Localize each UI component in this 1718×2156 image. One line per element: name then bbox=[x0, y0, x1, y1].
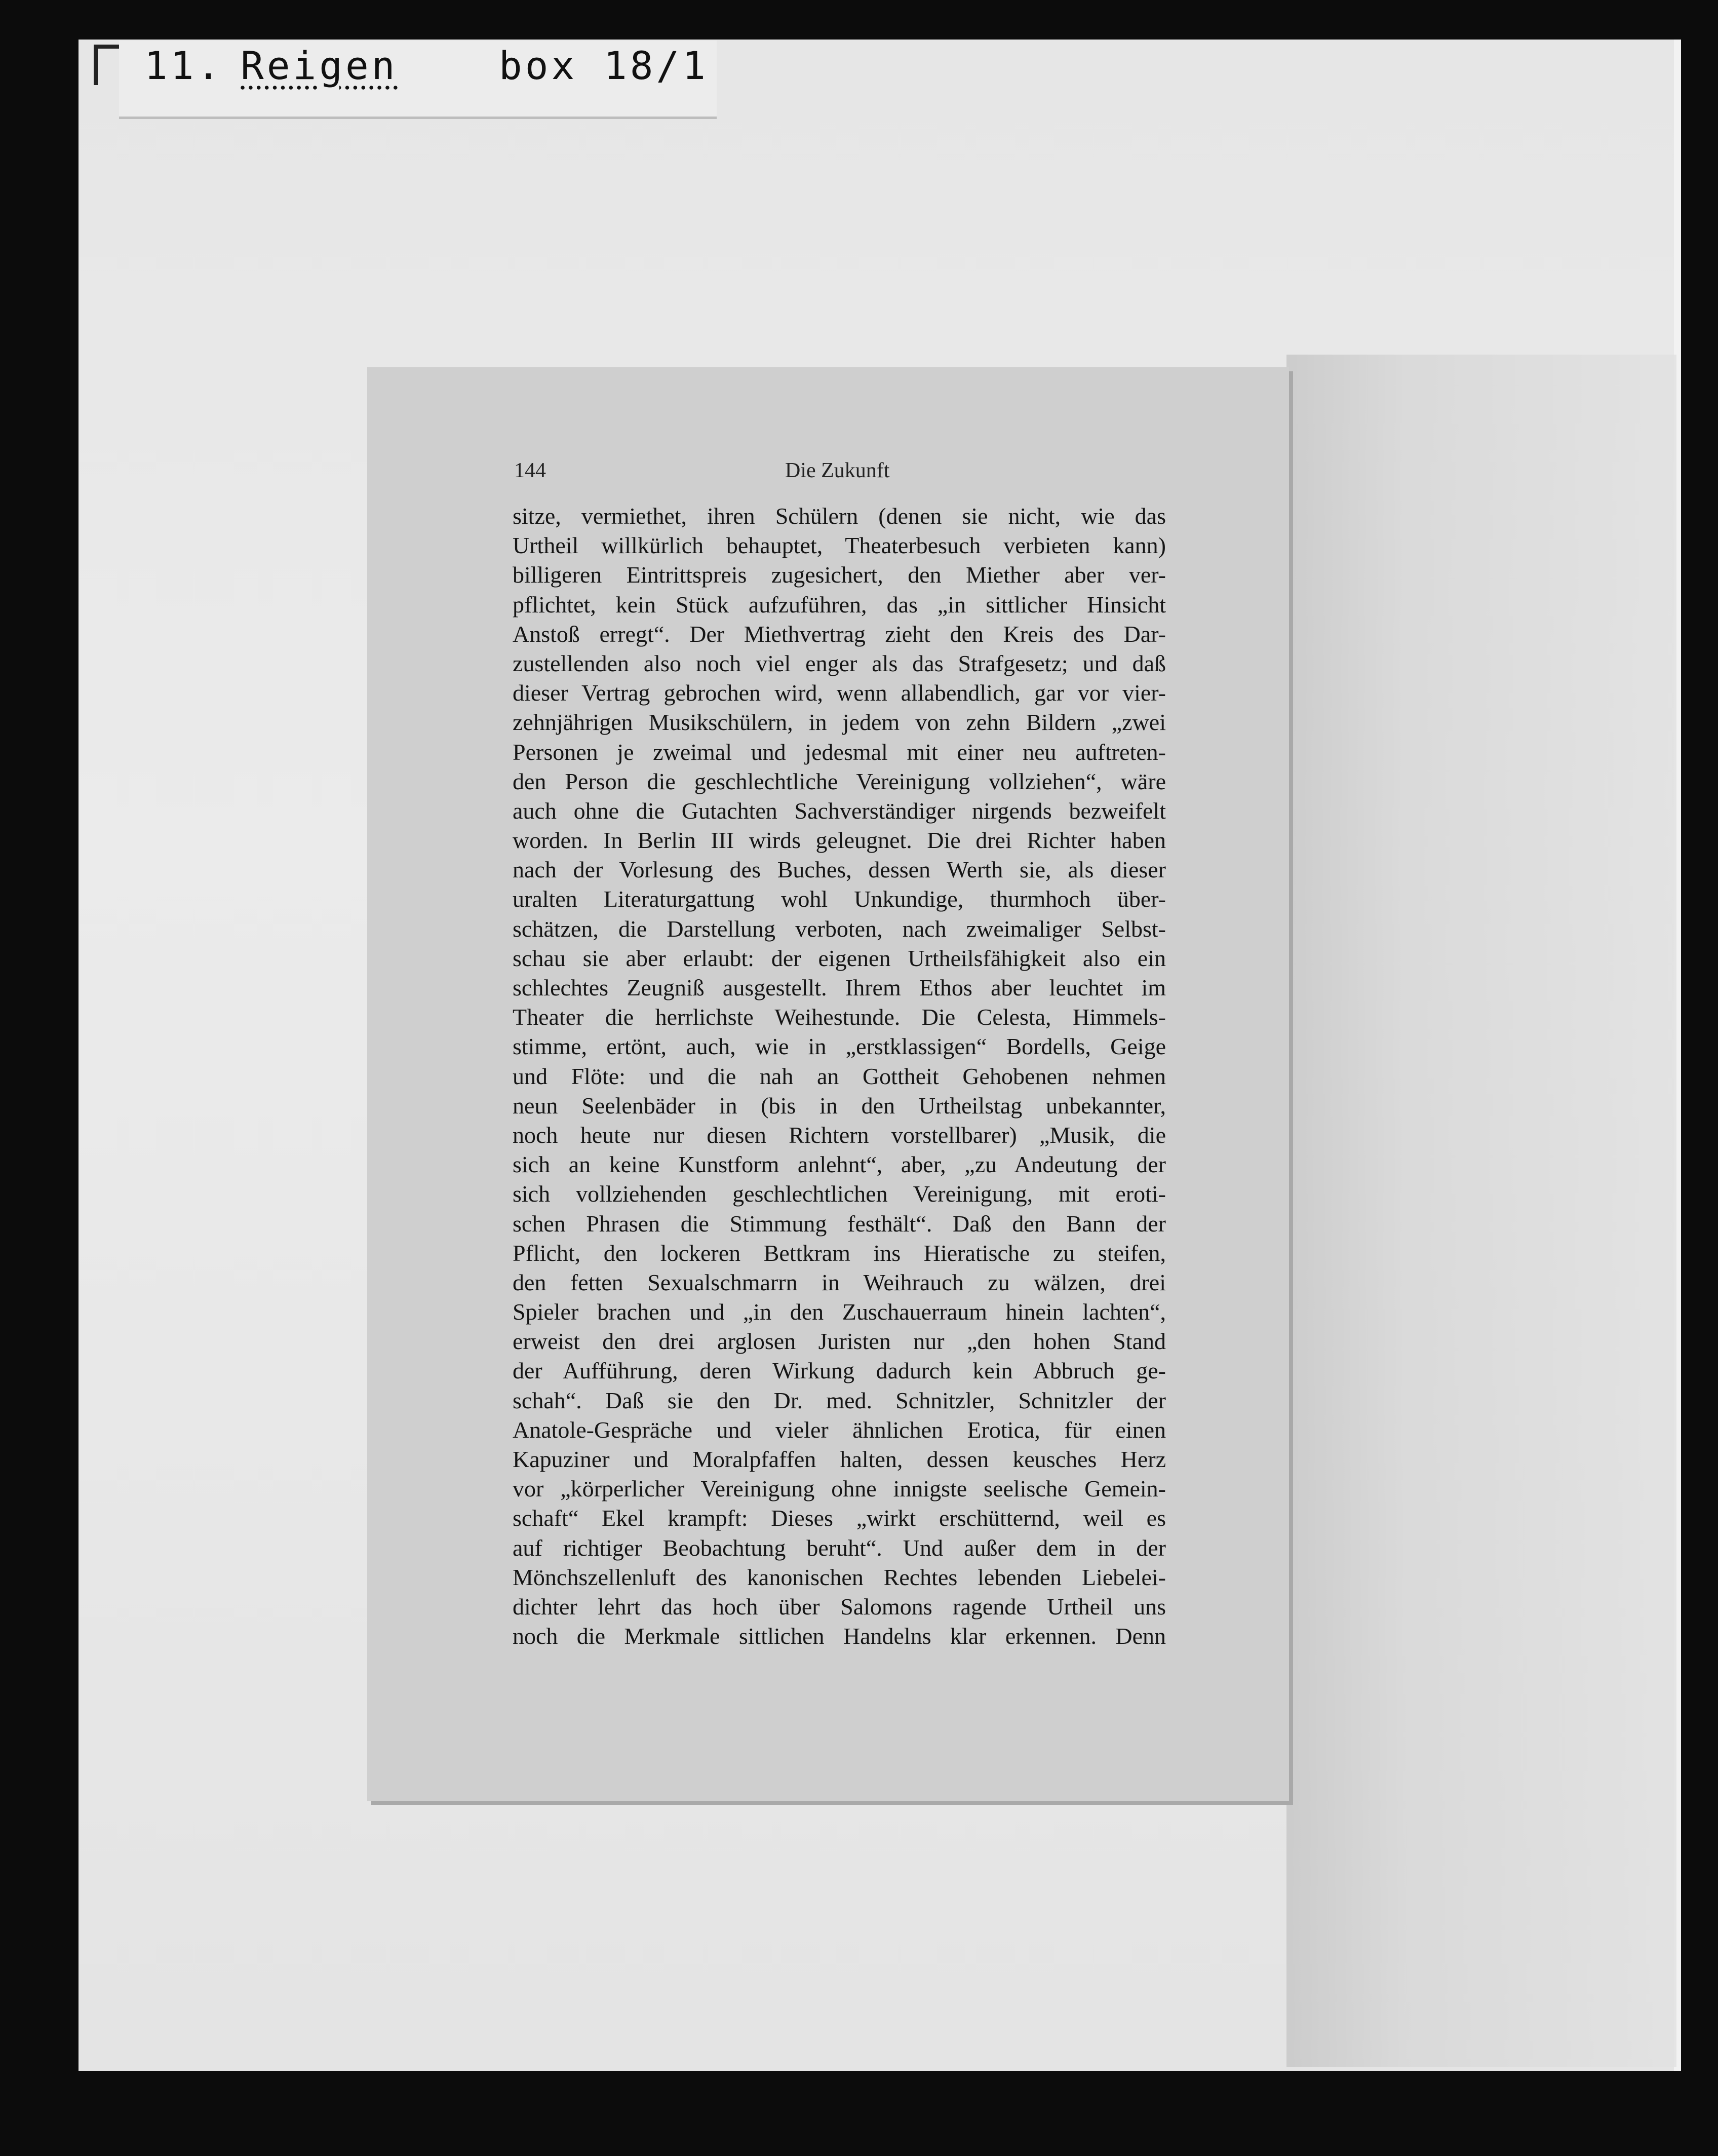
text-line: und Flöte: und die nah an Gottheit Gehobenen nehmen bbox=[513, 1063, 1166, 1089]
journal-name: Die Zukunft bbox=[785, 459, 890, 482]
text-line: Personen je zweimal und jedesmal mit einer neu auftreten- bbox=[513, 739, 1166, 765]
page-number: 144 bbox=[514, 459, 546, 482]
text-line: noch die Merkmale sittlichen Handelns klar erkennen. Denn bbox=[513, 1623, 1166, 1649]
label-title: Reigen bbox=[241, 43, 398, 88]
text-line: dichter lehrt das hoch über Salomons ragende Urtheil uns bbox=[513, 1593, 1166, 1620]
corner-mark-top bbox=[94, 45, 119, 49]
text-line: sich an keine Kunstform anlehnt“, aber, „zu Andeutung der bbox=[513, 1151, 1166, 1178]
text-line: Urtheil willkürlich behauptet, Theaterbesuch verbieten kann) bbox=[513, 532, 1166, 559]
text-line: schau sie aber erlaubt: der eigenen Urtheilsfähigkeit also ein bbox=[513, 945, 1166, 971]
text-line: stimme, ertönt, auch, wie in „erstklassigen“ Bordells, Geige bbox=[513, 1033, 1166, 1060]
text-line: Theater die herrlichste Weihestunde. Die Celesta, Himmels- bbox=[513, 1004, 1166, 1030]
text-line: billigeren Eintrittspreis zugesichert, den Miether aber ver- bbox=[513, 562, 1166, 588]
text-line: Kapuziner und Moralpfaffen halten, dessen keusches Herz bbox=[513, 1446, 1166, 1472]
text-line: Pflicht, den lockeren Bettkram ins Hieratische zu steifen, bbox=[513, 1240, 1166, 1266]
text-line: zustellenden also noch viel enger als das Strafgesetz; und daß bbox=[513, 650, 1166, 676]
sheet-shading bbox=[1286, 355, 1676, 2067]
text-line: Mönchszellenluft des kanonischen Rechtes lebenden Liebelei- bbox=[513, 1564, 1166, 1590]
label-box-number: box 18/1 bbox=[499, 43, 709, 88]
text-line: den fetten Sexualschmarrn in Weihrauch zu wälzen, drei bbox=[513, 1269, 1166, 1295]
text-line: zehnjährigen Musikschülern, in jedem von zehn Bildern „zwei bbox=[513, 709, 1166, 736]
text-line: Anstoß erregt“. Der Miethvertrag zieht den Kreis des Dar- bbox=[513, 621, 1166, 647]
text-line: schaft“ Ekel krampft: Dieses „wirkt erschütternd, weil es bbox=[513, 1505, 1166, 1531]
text-line: sitze, vermiethet, ihren Schülern (denen sie nicht, wie das bbox=[513, 503, 1166, 529]
text-line: schlechtes Zeugniß ausgestellt. Ihrem Ethos aber leuchtet im bbox=[513, 975, 1166, 1000]
text-line: auch ohne die Gutachten Sachverständiger nirgends bezweifelt bbox=[513, 797, 1166, 824]
text-line: neun Seelenbäder in (bis in den Urtheilstag unbekannter, bbox=[513, 1092, 1166, 1119]
text-line: uralten Literaturgattung wohl Unkundige, thurmhoch über- bbox=[513, 886, 1166, 912]
text-line: Anatole-Gespräche und vieler ähnlichen Erotica, für einen bbox=[513, 1416, 1166, 1443]
text-line: auf richtiger Beobachtung beruht“. Und außer dem in der bbox=[513, 1534, 1166, 1561]
text-line: den Person die geschlechtliche Vereinigung vollziehen“, wäre bbox=[513, 768, 1166, 794]
text-line: vor „körperlicher Vereinigung ohne innigste seelische Gemein- bbox=[513, 1476, 1166, 1502]
text-line: pflichtet, kein Stück aufzuführen, das „in sittlicher Hinsicht bbox=[513, 591, 1166, 618]
text-line: dieser Vertrag gebrochen wird, wenn allabendlich, gar vor vier- bbox=[513, 680, 1166, 706]
corner-mark bbox=[94, 45, 98, 85]
text-line: nach der Vorlesung des Buches, dessen Werth sie, als dieser bbox=[513, 857, 1166, 883]
text-line: schätzen, die Darstellung verboten, nach zweimaliger Selbst- bbox=[513, 915, 1166, 942]
article-body bbox=[513, 502, 1166, 1651]
text-line: worden. In Berlin III wirds geleugnet. Die drei Richter haben bbox=[513, 827, 1166, 854]
text-line: schah“. Daß sie den Dr. med. Schnitzler, Schnitzler der bbox=[513, 1387, 1166, 1413]
text-line: der Aufführung, deren Wirkung dadurch kein Abbruch ge- bbox=[513, 1358, 1166, 1384]
text-line: noch heute nur diesen Richtern vorstellbarer) „Musik, die bbox=[513, 1122, 1166, 1148]
text-line: schen Phrasen die Stimmung festhält“. Daß den Bann der bbox=[513, 1210, 1166, 1237]
text-line: erweist den drei arglosen Juristen nur „den hohen Stand bbox=[513, 1328, 1166, 1355]
label-number: 11. bbox=[144, 43, 223, 88]
text-line: Spieler brachen und „in den Zuschauerraum hinein lachten“, bbox=[513, 1299, 1166, 1325]
text-line: sich vollziehenden geschlechtlichen Vereinigung, mit eroti- bbox=[513, 1181, 1166, 1207]
